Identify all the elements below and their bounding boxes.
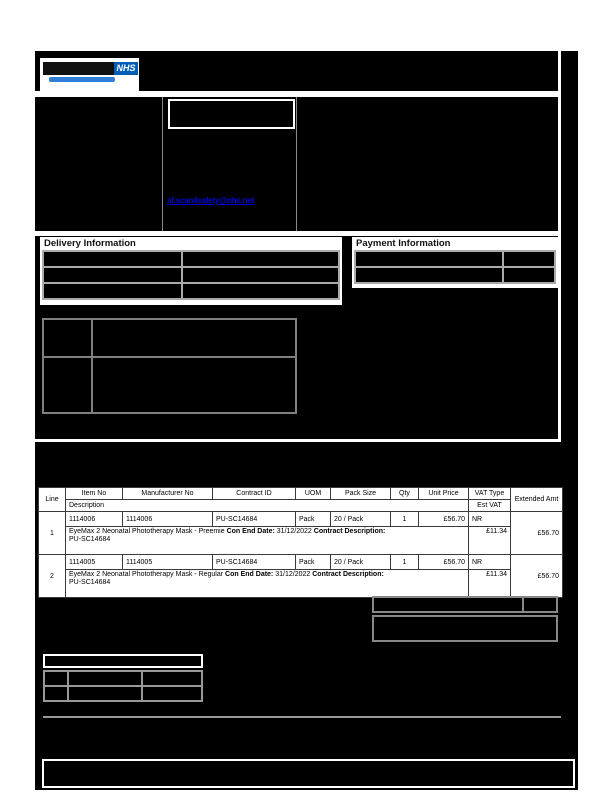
item-description bbox=[66, 570, 469, 598]
payment-information-title: Payment Information bbox=[356, 238, 451, 249]
contract-description-value: PU-SC14684 bbox=[69, 579, 111, 587]
table-row-line1 bbox=[39, 512, 563, 527]
col-header-vat-type: VAT Type bbox=[469, 488, 511, 500]
redacted-footer-header-box bbox=[43, 654, 203, 668]
unit-price: £56.70 bbox=[419, 555, 469, 570]
redacted-cell bbox=[355, 251, 503, 267]
line-items-table bbox=[38, 487, 563, 598]
redacted-address-table bbox=[42, 318, 297, 414]
redacted-totals-row bbox=[372, 596, 558, 613]
pack-size: 20 / Pack bbox=[331, 555, 391, 570]
unit-price: £56.70 bbox=[419, 512, 469, 527]
column-divider-left bbox=[162, 97, 163, 231]
line-number: 2 bbox=[39, 555, 66, 598]
redacted-cell bbox=[43, 283, 182, 299]
separator-mid bbox=[35, 231, 558, 236]
con-end-date-label: Con End Date: bbox=[225, 571, 274, 578]
nhs-logo-icon: NHS bbox=[114, 62, 138, 75]
est-vat: £11.34 bbox=[469, 527, 511, 555]
item-no: 1114005 bbox=[66, 555, 123, 570]
redacted-cell bbox=[503, 267, 555, 283]
vat-type: NR bbox=[469, 555, 511, 570]
redacted-cell bbox=[44, 686, 68, 701]
nhs-logo bbox=[40, 58, 139, 91]
redacted-cell bbox=[182, 267, 339, 283]
redacted-cell bbox=[355, 267, 503, 283]
description-text: EyeMax 2 Neonatal Phototherapy Mask - Preemie bbox=[69, 528, 225, 535]
table-row-line1-description bbox=[39, 527, 563, 555]
redacted-cell bbox=[182, 251, 339, 267]
redacted-cell bbox=[92, 357, 296, 413]
col-header-manufacturer-no: Manufacturer No bbox=[123, 488, 213, 500]
redacted-cell bbox=[43, 357, 92, 413]
pack-size: 20 / Pack bbox=[331, 512, 391, 527]
redacted-cell bbox=[44, 671, 68, 686]
nhs-logo-subtitle-redacted bbox=[49, 77, 115, 82]
redacted-cell bbox=[68, 686, 142, 701]
con-end-date-value: 31/12/2022 bbox=[276, 528, 312, 535]
delivery-information-table bbox=[42, 250, 340, 300]
delivery-information-title: Delivery Information bbox=[44, 238, 136, 249]
payment-information-panel bbox=[352, 237, 558, 288]
redacted-cell bbox=[43, 251, 182, 267]
description-text: EyeMax 2 Neonatal Phototherapy Mask - Regular bbox=[69, 571, 224, 578]
qty: 1 bbox=[391, 512, 419, 527]
table-row-line2-description bbox=[39, 570, 563, 598]
contract-id: PU-SC14684 bbox=[213, 555, 296, 570]
redacted-cell bbox=[43, 267, 182, 283]
column-divider-right bbox=[296, 97, 297, 231]
col-header-item-no: Item No bbox=[66, 488, 123, 500]
uom: Pack bbox=[296, 512, 331, 527]
footer-divider-line bbox=[43, 716, 561, 718]
qty: 1 bbox=[391, 555, 419, 570]
delivery-information-panel bbox=[40, 237, 342, 305]
email-link[interactable]: sf.scan4safety@nhs.net bbox=[167, 196, 254, 205]
contract-description-value: PU-SC14684 bbox=[69, 536, 111, 544]
uom: Pack bbox=[296, 555, 331, 570]
redacted-footer-table bbox=[43, 670, 203, 702]
vat-type: NR bbox=[469, 512, 511, 527]
table-row-line2 bbox=[39, 555, 563, 570]
redacted-footer-note-box bbox=[42, 759, 575, 788]
redacted-cell bbox=[182, 283, 339, 299]
col-header-qty: Qty bbox=[391, 488, 419, 500]
redacted-cell bbox=[503, 251, 555, 267]
con-end-date-label: Con End Date: bbox=[226, 528, 275, 535]
col-header-extended-amt: Extended Amt bbox=[511, 488, 563, 512]
col-header-unit-price: Unit Price bbox=[419, 488, 469, 500]
redacted-cell bbox=[92, 319, 296, 357]
manufacturer-no: 1114006 bbox=[123, 512, 213, 527]
col-header-est-vat: Est VAT bbox=[469, 500, 511, 512]
item-no: 1114006 bbox=[66, 512, 123, 527]
redacted-cell bbox=[373, 597, 523, 612]
contract-description-label: Contract Description: bbox=[313, 528, 386, 535]
redacted-order-number-box bbox=[168, 99, 295, 129]
redacted-organisation-name bbox=[43, 62, 114, 75]
est-vat: £11.34 bbox=[469, 570, 511, 598]
col-header-description: Description bbox=[66, 500, 469, 512]
extended-amt: £56.70 bbox=[511, 555, 563, 598]
col-header-contract-id: Contract ID bbox=[213, 488, 296, 500]
col-header-pack-size: Pack Size bbox=[331, 488, 391, 500]
item-description bbox=[66, 527, 469, 555]
extended-amt: £56.70 bbox=[511, 512, 563, 555]
content-right-border bbox=[558, 51, 561, 440]
redacted-cell bbox=[68, 671, 142, 686]
content-bottom-border bbox=[35, 439, 561, 442]
payment-information-table bbox=[354, 250, 556, 284]
redacted-totals-box bbox=[372, 615, 558, 642]
line-number: 1 bbox=[39, 512, 66, 555]
con-end-date-value: 31/12/2022 bbox=[275, 571, 311, 578]
contract-id: PU-SC14684 bbox=[213, 512, 296, 527]
contract-description-label: Contract Description: bbox=[312, 571, 384, 578]
redacted-cell bbox=[142, 686, 202, 701]
redacted-cell bbox=[523, 597, 557, 612]
redacted-cell bbox=[43, 319, 92, 357]
col-header-line: Line bbox=[39, 488, 66, 512]
redacted-cell bbox=[142, 671, 202, 686]
manufacturer-no: 1114005 bbox=[123, 555, 213, 570]
col-header-uom: UOM bbox=[296, 488, 331, 500]
